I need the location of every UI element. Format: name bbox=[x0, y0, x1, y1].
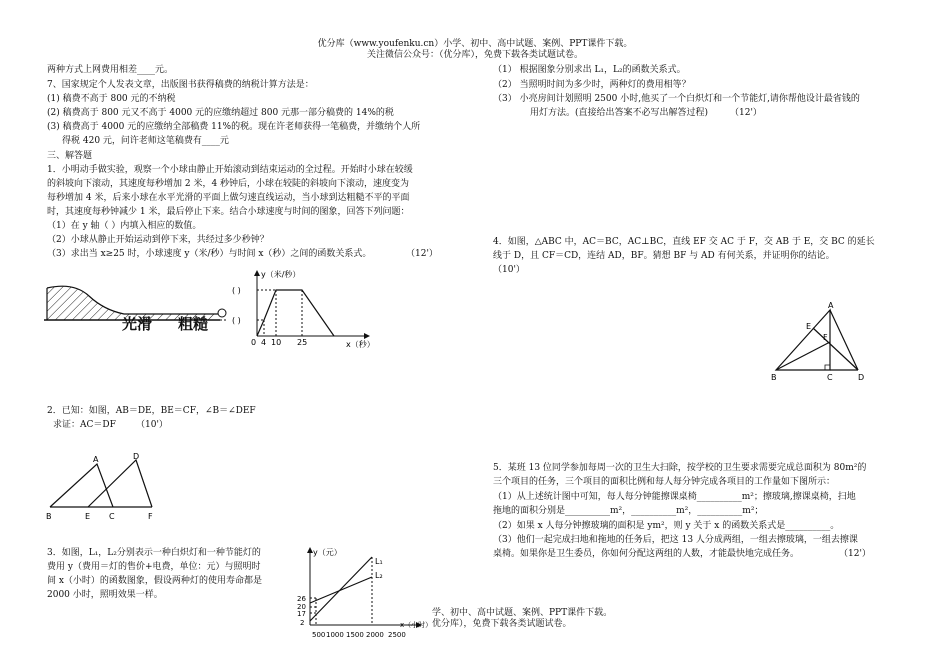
p5-line-3: （1）从上述统计图中可知，每人每分钟能擦课桌椅__________m²；擦玻璃,擦课桌椅，扫地 bbox=[493, 492, 856, 502]
speed-y-label: y（米/秒） bbox=[261, 270, 301, 279]
p1-line-1: 1．小明动手做实验，观察一个小球由静止开始滚动到结束运动的全过程。开始时小球在较缓 bbox=[47, 165, 413, 175]
p2-score: （10'） bbox=[136, 420, 168, 430]
speed-paren-1: ( ) bbox=[232, 286, 241, 295]
tri-label-a: A bbox=[93, 455, 99, 464]
q6-tail: 两种方式上网费用相差____元。 bbox=[47, 65, 174, 75]
lamp-x-label: x（小时） bbox=[400, 621, 433, 629]
lamp-xtick-2000: 2000 bbox=[366, 631, 384, 639]
p3-line-4: 2000 小时，照明效果一样。 bbox=[47, 590, 163, 600]
tri-label-e: E bbox=[85, 512, 91, 521]
speed-paren-2: ( ) bbox=[232, 316, 241, 325]
p3-sub-3b: 用灯方法。(直接给出答案不必写出解答过程) bbox=[530, 108, 709, 118]
p3-line-2: 费用 y（费用＝灯的售价+电费，单位：元）与照明时 bbox=[47, 562, 261, 572]
p4-label-d: D bbox=[858, 373, 865, 382]
line-ef bbox=[813, 328, 858, 370]
p1-sub-3: （3）求出当 x≥25 时，小球速度 y（米/秒）与时间 x（秒）之间的函数关系式。 bbox=[47, 249, 372, 259]
right-angle-mark bbox=[825, 365, 830, 370]
line-l2 bbox=[310, 577, 372, 603]
two-triangles-figure bbox=[40, 448, 170, 526]
speed-x-arrow bbox=[364, 333, 370, 339]
lamp-xtick-1000: 1000 bbox=[326, 631, 344, 639]
p1-sub-1: （1）在 y 轴（ ）内填入相应的数值。 bbox=[47, 221, 202, 231]
p1-line-4: 时，其速度每秒钟减少 1 米，最后停止下来。结合小球速度与时间的图象，回答下列问题： bbox=[47, 207, 410, 217]
speed-curve bbox=[257, 290, 334, 336]
q7-title: 7、国家规定个人发表文章，出版图书获得稿费的纳税计算方法是： bbox=[47, 80, 314, 90]
p4-label-a: A bbox=[828, 301, 834, 310]
p1-sub-2: （2）小球从静止开始运动到停下来，共经过多少秒钟？ bbox=[47, 235, 269, 245]
label-smooth: 光滑 bbox=[122, 315, 153, 333]
p3-sub-2: （2） 当照明时间为多少时，两种灯的费用相等？ bbox=[493, 80, 691, 90]
p5-line-6: （3）他们一起完成扫地和拖地的任务后，把这 13 人分成两组，一组去擦玻璃，一组去擦课 bbox=[493, 535, 858, 545]
p4-label-b: B bbox=[771, 373, 777, 382]
footer-line-1: 学、初中、高中试题、案例、PPT课件下载。 bbox=[432, 608, 613, 618]
tri-label-f: F bbox=[148, 512, 153, 521]
p4-label-e: E bbox=[806, 322, 812, 331]
tri-label-b: B bbox=[46, 512, 52, 521]
q7-rule-1: (1) 稿费不高于 800 元的不纳税 bbox=[47, 94, 176, 104]
q7-rule-3a: (3) 稿费高于 4000 元的应缴纳全部稿费 11%的税。现在许老师获得一笔稿费，并缴纳个人所 bbox=[47, 122, 421, 132]
p4-line-1: 4．如图，△ABC 中，AC＝BC，AC⊥BC，直线 EF 交 AC 于 F，交 AB 于 E，交 BC 的延长 bbox=[493, 237, 875, 247]
p3-score: （12'） bbox=[730, 108, 762, 118]
speed-x-label: x（秒） bbox=[346, 340, 375, 349]
triangle-abc-p4 bbox=[776, 310, 830, 370]
lamp-label-l1: L₁ bbox=[375, 557, 383, 566]
p1-line-2: 的斜坡向下滚动，其速度每秒增加 2 米，4 秒钟后，小球在较陡的斜坡向下滚动，速度变为 bbox=[47, 179, 410, 189]
header-line-2: 关注微信公众号：（优分库），免费下载各类试题试卷。 bbox=[366, 50, 583, 60]
lamp-ytick-2: 2 bbox=[300, 619, 305, 627]
speed-tick-4: 4 bbox=[261, 338, 267, 347]
triangle-abc bbox=[50, 464, 113, 507]
p4-score: （10'） bbox=[493, 265, 525, 275]
lamp-xtick-1500: 1500 bbox=[346, 631, 364, 639]
p3-sub-3a: （3） 小亮房间计划照明 2500 小时,他买了一个白炽灯和一个节能灯,请你帮他设计最省钱的 bbox=[493, 94, 860, 104]
p1-line-3: 每秒增加 4 米，后来小球在水平光滑的平面上做匀速直线运动，当小球到达粗糙不平的平面 bbox=[47, 193, 410, 203]
tri-label-d: D bbox=[133, 452, 140, 461]
segment-ad bbox=[830, 310, 858, 370]
p5-line-5: （2）如果 x 人每分钟擦玻璃的面积是 ym²，则 y 关于 x 的函数关系式是__________。 bbox=[493, 521, 840, 531]
p4-line-2: 线于 D，且 CF＝CD，连结 AD，BF。猜想 BF 与 AD 有何关系，并证明你的结论。 bbox=[493, 251, 835, 261]
speed-tick-25: 25 bbox=[297, 338, 308, 347]
p3-line-1: 3．如图，L₁，L₂分别表示一种白炽灯和一种节能灯的 bbox=[47, 548, 261, 558]
p5-line-4: 拖地的面积分别是__________m²，__________m²，__________m²； bbox=[493, 506, 764, 516]
p2-line-1: 2．已知：如图，AB＝DE，BE＝CF，∠B＝∠DEF bbox=[47, 406, 256, 416]
lamp-ytick-20: 20 bbox=[297, 603, 306, 611]
segment-bf bbox=[776, 342, 830, 370]
p1-score: （12'） bbox=[406, 249, 438, 259]
lamp-xtick-500: 500 bbox=[312, 631, 326, 639]
lamp-label-l2: L₂ bbox=[375, 571, 383, 580]
lamp-ytick-26: 26 bbox=[297, 595, 306, 603]
p5-line-7: 桌椅。如果你是卫生委员，你如何分配这两组的人数，才能最快地完成任务。 bbox=[493, 549, 800, 559]
footer-line-2: 优分库），免费下载各类试题试卷。 bbox=[432, 619, 572, 629]
p3-line-3: 间 x（小时）的函数图象，假设两种灯的使用寿命都是 bbox=[47, 576, 262, 586]
q7-rule-2: (2) 稿费高于 800 元又不高于 4000 元的应缴纳超过 800 元那一部分稿费的 14%的税 bbox=[47, 108, 394, 118]
p3-sub-1: （1） 根据图象分别求出 L₁，L₂的函数关系式。 bbox=[493, 65, 686, 75]
speed-y-arrow bbox=[254, 270, 260, 276]
line-l1 bbox=[310, 557, 372, 621]
p5-line-2: 三个项目的任务，三个项目的面积比例和每人每分钟完成各项目的工作量如下图所示： bbox=[493, 477, 836, 487]
p5-line-1: 5．某班 13 位同学参加每周一次的卫生大扫除，按学校的卫生要求需要完成总面积为 80m²的 bbox=[493, 463, 867, 473]
p4-label-c: C bbox=[827, 373, 833, 382]
lamp-xtick-2500: 2500 bbox=[388, 631, 406, 639]
triangle-p4-figure bbox=[766, 298, 871, 386]
lamp-cost-graph bbox=[290, 545, 433, 645]
p5-score: （12'） bbox=[839, 549, 871, 559]
p2-line-2: 求证：AC＝DF bbox=[53, 420, 116, 430]
header-line-1: 优分库（www.youfenku.cn）小学、初中、高中试题、案例、PPT课件下载。 bbox=[317, 39, 633, 49]
ball bbox=[218, 309, 226, 317]
q7-rule-3b: 得税 420 元，问许老师这笔稿费有____元 bbox=[62, 136, 229, 146]
lamp-y-label: y（元） bbox=[313, 548, 342, 557]
speed-origin: 0 bbox=[251, 338, 257, 347]
speed-graph bbox=[232, 268, 375, 350]
tri-label-c: C bbox=[109, 512, 115, 521]
section-title: 三、解答题 bbox=[47, 151, 93, 161]
lamp-ytick-17: 17 bbox=[297, 610, 306, 618]
p4-label-f: F bbox=[823, 333, 828, 342]
speed-tick-10: 10 bbox=[271, 338, 282, 347]
label-rough: 粗糙 bbox=[178, 315, 209, 333]
